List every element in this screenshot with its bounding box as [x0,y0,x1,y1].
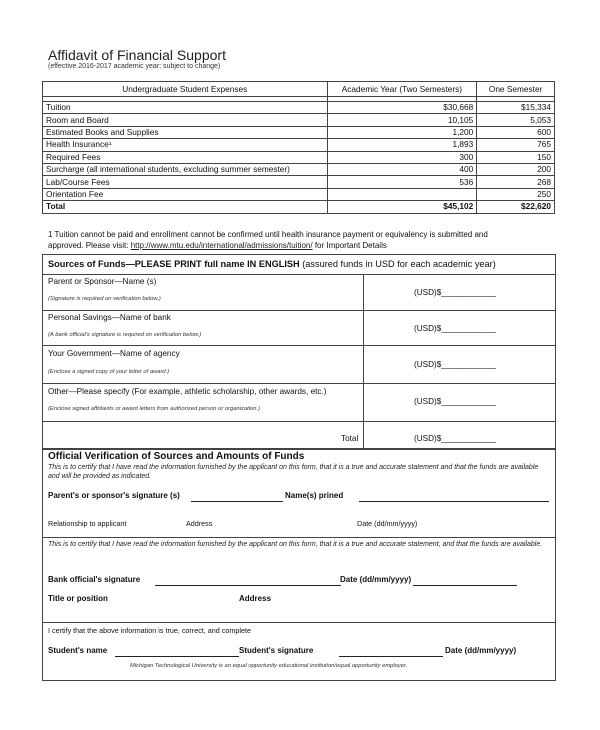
expense-label: Lab/Course Fees [43,176,328,188]
bank-date-label: Date (dd/mm/yyyy) [340,575,412,584]
expense-row [43,114,555,126]
expense-row [43,126,555,138]
date-label: Date (dd/mm/yyyy) [357,519,418,528]
tuition-link[interactable]: http://www.mtu.edu/international/admissions/tuition/ [130,241,313,250]
title-position-label: Title or position [48,594,108,603]
footnote-prefix: approved. Please visit: [48,241,131,250]
other-amount[interactable]: (USD)$____________ [414,397,496,406]
expense-total-semester: $22,620 [477,201,555,213]
expense-total-label: Total [43,201,328,213]
expense-year-amount: 400 [327,163,477,175]
semester-col-header: One Semester [477,82,555,97]
page-title: Affidavit of Financial Support [48,47,226,63]
expense-semester-amount: 250 [477,188,555,200]
expense-total-year: $45,102 [327,201,477,213]
student-certify-text: I certify that the above information is true, correct, and complete [48,626,251,635]
expense-row [43,139,555,151]
student-signature-line[interactable] [339,656,443,657]
bank-signature-label: Bank official's signature [48,575,141,584]
verification-title: Official Verification of Sources and Amounts of Funds [48,451,305,462]
expense-total-row [43,201,555,213]
parent-sponsor-note: (Signature is required on verification below.) [48,296,161,302]
funds-total-amount[interactable]: (USD)$____________ [414,434,496,443]
parent-signature-label: Parent's or sponsor's signature (s) [48,491,180,500]
bank-date-line[interactable] [413,585,517,586]
footnote-line-2 [48,240,548,251]
expense-year-amount: 300 [327,151,477,163]
government-amount[interactable]: (USD)$____________ [414,360,496,369]
names-printed-line[interactable] [359,501,549,502]
expense-year-amount: 536 [327,176,477,188]
expense-row [43,188,555,200]
personal-savings-label: Personal Savings—Name of bank [48,313,171,322]
student-signature-label: Student's signature [239,646,314,655]
government-label: Your Government—Name of agency [48,349,180,358]
expenses-col-header: Undergraduate Student Expenses [43,82,328,97]
expense-semester-amount: $15,334 [477,102,555,114]
funds-title-note: (assured funds in USD for each academic year) [299,259,496,269]
funds-total-label: Total [341,434,359,443]
expense-semester-amount: 150 [477,151,555,163]
verification-section [42,448,556,681]
expense-semester-amount: 5,053 [477,114,555,126]
funds-title [48,259,496,269]
relationship-label: Relationship to applicant [48,519,127,528]
page-subtitle: (effective 2016-2017 academic year; subject to change) [48,63,221,70]
expense-label: Orientation Fee [43,188,328,200]
expense-label: Estimated Books and Supplies [43,126,328,138]
expense-semester-amount: 200 [477,163,555,175]
expense-row [43,163,555,175]
student-name-line[interactable] [115,656,239,657]
footnote [48,229,548,251]
expense-year-amount: $30,668 [327,102,477,114]
expense-label: Surcharge (all international students, excluding summer semester) [43,163,328,175]
expense-semester-amount: 600 [477,126,555,138]
expense-year-amount: 1,200 [327,126,477,138]
footnote-line-1: 1 Tuition cannot be paid and enrollment cannot be confirmed until health insurance payment or equivalency is submitted and [48,230,488,239]
expenses-header-row [43,82,555,97]
expense-semester-amount: 765 [477,139,555,151]
parent-sponsor-amount[interactable]: (USD)$____________ [414,288,496,297]
other-note: (Enclose signed affidavits or award letters from authorized person or organization.) [48,406,261,412]
personal-savings-amount[interactable]: (USD)$____________ [414,324,496,333]
expense-year-amount: 1,893 [327,139,477,151]
expense-year-amount: 10,105 [327,114,477,126]
expense-row [43,176,555,188]
equal-opportunity-footer: Michigan Technological University is an equal opportunity educational institution/equal opportunity employer. [130,663,408,669]
expense-label: Required Fees [43,151,328,163]
footnote-suffix: for Important Details [312,241,387,250]
parent-sponsor-label: Parent or Sponsor—Name (s) [48,277,157,286]
expense-label: Tuition [43,102,328,114]
sources-of-funds-section [42,254,556,450]
expense-label: Room and Board [43,114,328,126]
student-date-label: Date (dd/mm/yyyy) [445,646,517,655]
parent-signature-line[interactable] [191,501,283,502]
expenses-table [42,81,555,214]
expense-semester-amount: 268 [477,176,555,188]
personal-savings-note: (A bank official's signature is required on verification below.) [48,332,202,338]
expense-year-amount [327,188,477,200]
bank-signature-line[interactable] [155,585,341,586]
sponsor-certify-text: This is to certify that I have read the information furnished by the applicant on this form, that it is a true and accurate statement and that the funds are available and will be provided as indicated. [48,464,539,480]
funds-title-bold: Sources of Funds—PLEASE PRINT full name IN ENGLISH [48,259,300,269]
government-note: (Enclose a signed copy of your letter of award.) [48,369,170,375]
expense-label: Health Insurance¹ [43,139,328,151]
other-label: Other—Please specify (For example, athletic scholarship, other awards, etc.) [48,387,327,396]
bank-address-label: Address [239,594,272,603]
expense-row [43,151,555,163]
address-label: Address [186,519,213,528]
student-name-label: Student's name [48,646,108,655]
year-col-header: Academic Year (Two Semesters) [327,82,477,97]
expense-row [43,102,555,114]
bank-certify-text: This is to certify that I have read the information furnished by the applicant on this form, that it is a true and accurate statement, and that the funds are available. [48,541,543,548]
names-printed-label: Name(s) prined [285,491,344,500]
